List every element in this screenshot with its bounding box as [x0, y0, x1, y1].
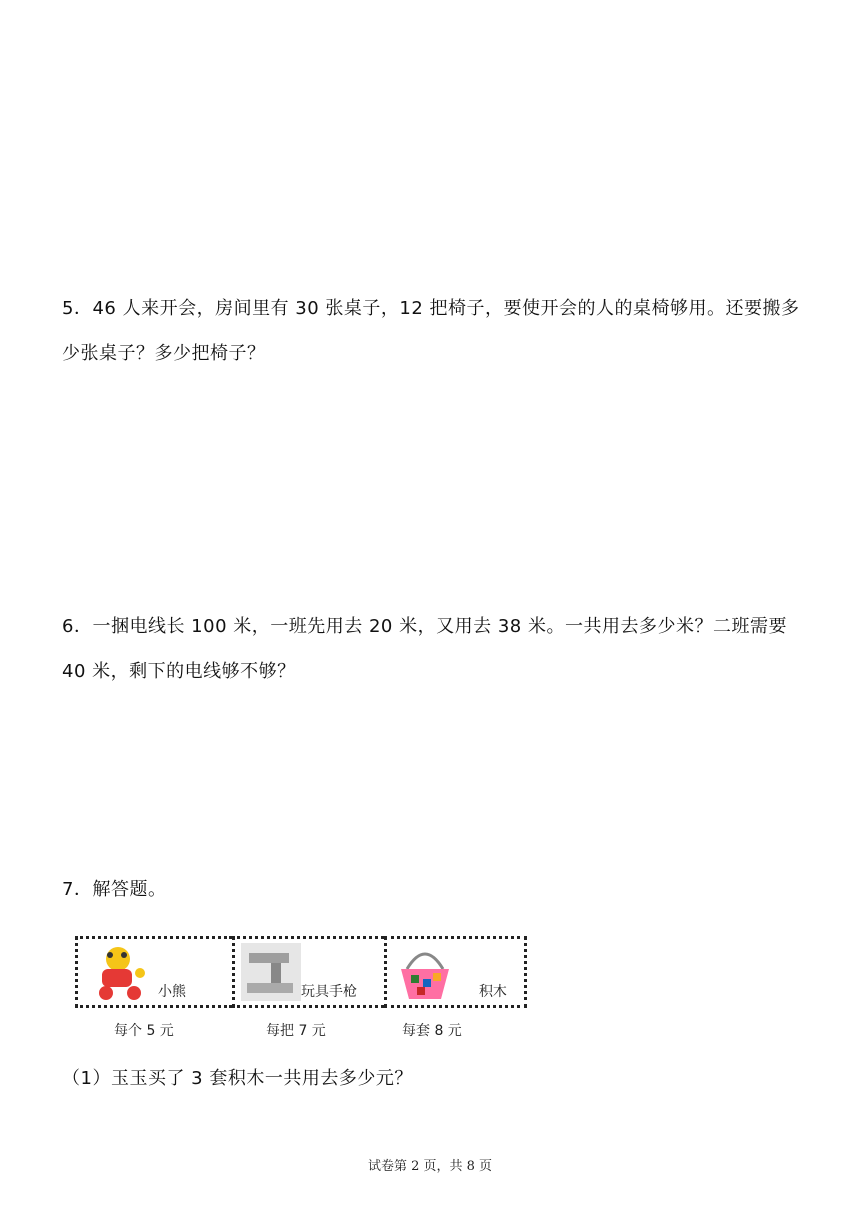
- product-name: 玩具手枪: [300, 984, 357, 1000]
- product-name: 小熊: [158, 984, 186, 1000]
- product-cell-bear: [75, 936, 232, 1008]
- product-name: 积木: [478, 984, 507, 1000]
- product-cell-gun: [232, 936, 384, 1008]
- product-strip: [75, 936, 527, 1008]
- toy-gun-icon: [241, 943, 301, 1001]
- price-row: [0, 1020, 860, 1040]
- product-cell-blocks: [384, 936, 527, 1008]
- subquestion-1: （1）玉玉买了 3 套积木一共用去多少元？: [62, 1068, 413, 1089]
- price-blocks: 每套 8 元: [402, 1023, 462, 1039]
- question-5: 5．46 人来开会，房间里有 30 张桌子，12 把椅子，要使开会的人的桌椅够用。还要搬多少张桌子？多少把椅子？: [62, 298, 800, 364]
- page-footer: 试卷第 2 页，共 8 页: [367, 1159, 493, 1174]
- toy-bear-icon: [84, 943, 154, 1003]
- question-6: 6．一捆电线长 100 米，一班先用去 20 米，又用去 38 米。一共用去多少米？二班需要 40 米，剩下的电线够不够？: [62, 616, 787, 682]
- question-7: 7．解答题。: [62, 879, 167, 900]
- price-gun: 每把 7 元: [266, 1023, 326, 1039]
- price-bear: 每个 5 元: [114, 1023, 174, 1039]
- building-blocks-basket-icon: [393, 943, 457, 1003]
